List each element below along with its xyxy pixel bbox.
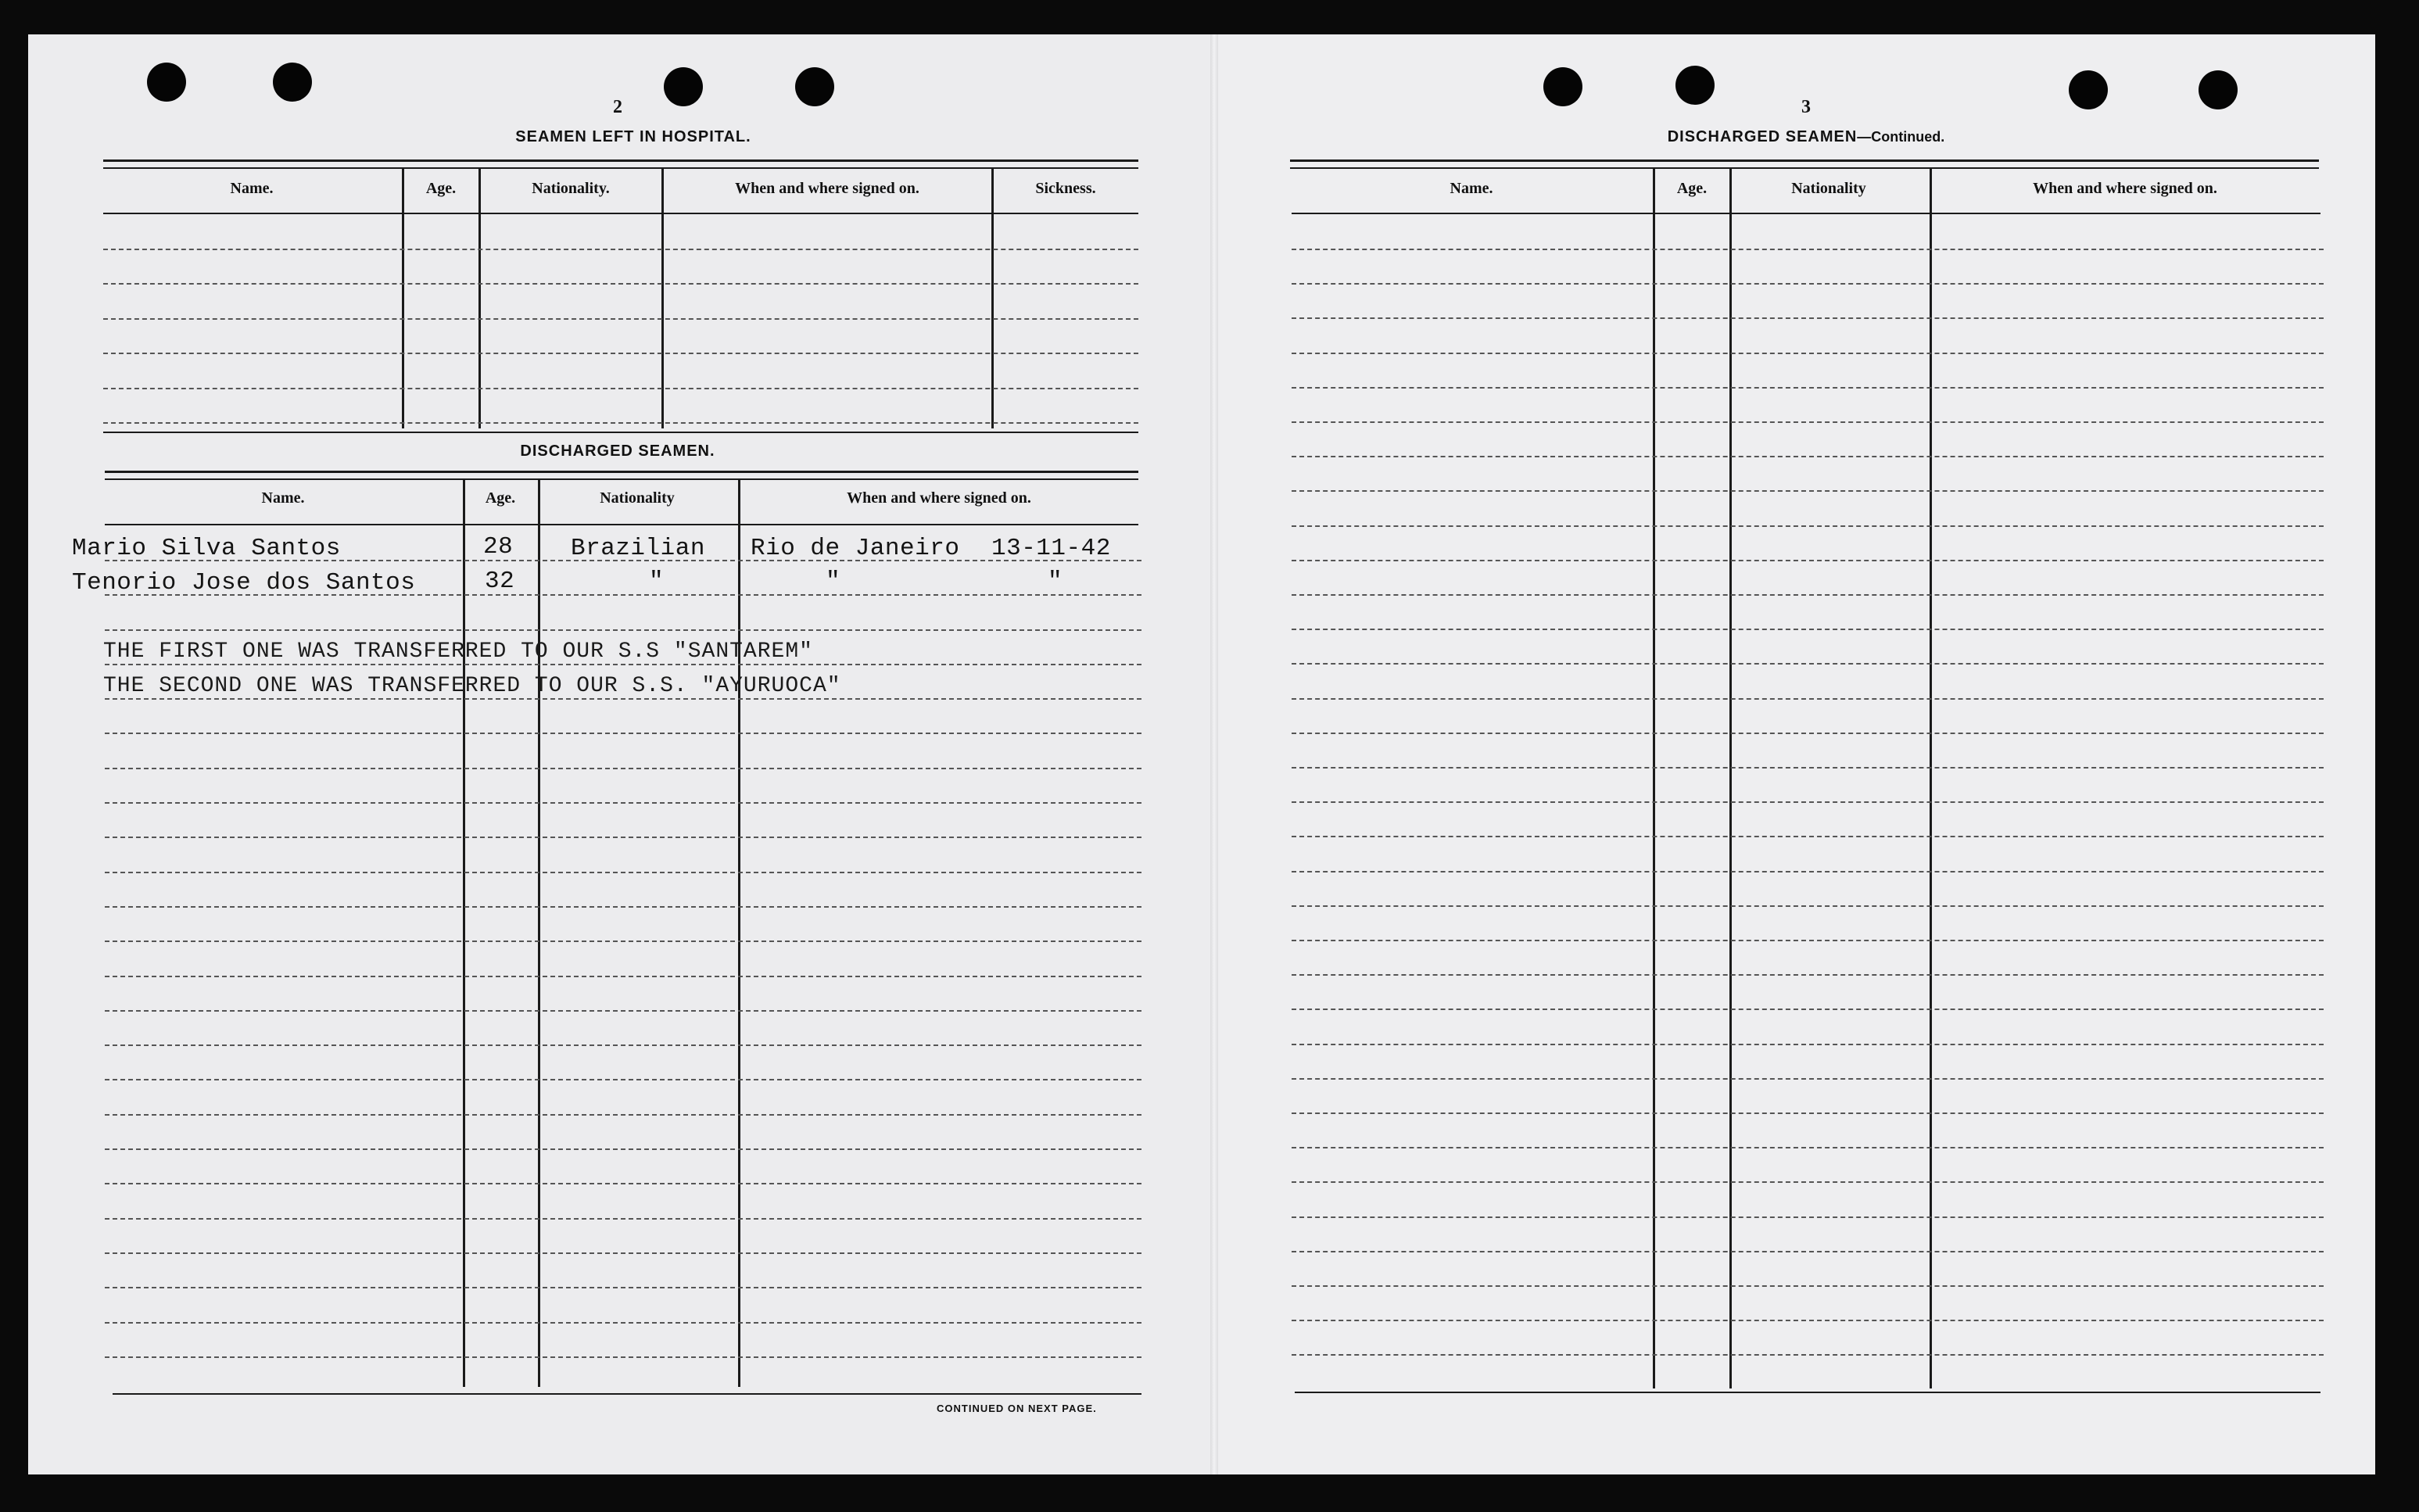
ruled-line [105,976,1141,977]
ruled-line [103,283,1138,285]
ruled-line [1292,940,2324,941]
ruled-line [103,422,1138,424]
hospital-section-title: SEAMEN LEFT IN HOSPITAL. [515,128,751,145]
ruled-line [103,388,1138,389]
punch-hole [1675,66,1715,105]
ruled-line [1292,353,2324,354]
hospital-col-signed-on: When and where signed on. [735,180,919,197]
ruled-line [103,353,1138,354]
seaman-1-name: Mario Silva Santos [72,535,341,562]
ruled-line [105,698,1141,700]
ruled-line [105,1010,1141,1012]
discharged-col-divider [463,478,465,1387]
ruled-line [1292,1354,2324,1356]
discharged-col-nationality: Nationality [600,489,675,507]
ruled-line [1292,317,2324,319]
ruled-line [105,872,1141,873]
ruled-line [105,802,1141,804]
punch-hole [664,67,703,106]
ruled-line [105,1114,1141,1116]
ruled-line [1292,663,2324,665]
ruled-line [1292,249,2324,250]
right-section-title-text: DISCHARGED SEAMEN [1667,128,1858,145]
page-fold [1210,34,1218,1474]
ruled-line [1292,698,2324,700]
right-col-divider [1930,167,1932,1388]
left-page-number: 2 [613,97,622,117]
hospital-header-rule [103,213,1138,214]
seaman-1-nationality: Brazilian [571,535,705,562]
right-col-divider [1729,167,1732,1388]
ruled-line [103,318,1138,320]
ruled-line [105,906,1141,908]
hospital-col-nationality: Nationality. [532,180,610,197]
discharged-top-rule [105,471,1138,480]
seaman-1-date: 13-11-42 [991,535,1111,562]
ruled-line [105,664,1141,665]
ruled-line [1292,836,2324,837]
discharged-col-divider [538,478,540,1387]
right-page [1213,34,2375,1474]
seaman-1-age: 28 [483,533,514,561]
ruled-line [105,941,1141,942]
ruled-line [1292,1216,2324,1218]
ruled-line [105,629,1141,631]
right-page-number: 3 [1801,97,1811,117]
ruled-line [105,1148,1141,1150]
right-col-name: Name. [1450,180,1493,197]
hospital-col-age: Age. [425,180,457,197]
right-section-title [1595,128,2017,146]
discharged-header-rule [105,524,1138,525]
right-col-signed-on: When and where signed on. [2033,180,2217,197]
ruled-line [1292,629,2324,630]
right-bottom-rule [1295,1392,2320,1393]
right-section-title-suffix: —Continued. [1857,129,1945,145]
ruled-line [1292,1320,2324,1321]
punch-hole [2199,70,2238,109]
right-header-rule [1292,213,2320,214]
seaman-2-nationality: " [649,568,665,595]
ruled-line [1292,733,2324,734]
hospital-top-rule [103,159,1138,169]
discharged-col-age: Age. [485,489,516,507]
seaman-2-name: Tenorio Jose dos Santos [72,569,416,597]
discharged-section-title: DISCHARGED SEAMEN. [520,442,715,460]
ruled-line [1292,1285,2324,1287]
ruled-line [1292,490,2324,492]
ruled-line [105,1287,1141,1288]
ruled-line [1292,560,2324,561]
ruled-line [105,1356,1141,1358]
hospital-bottom-rule [103,432,1138,433]
discharged-col-signed-on: When and where signed on. [847,489,1031,507]
ruled-line [1292,1147,2324,1148]
seaman-2-date: " [1048,568,1063,595]
seaman-1-place: Rio de Janeiro [751,535,960,562]
punch-hole [795,67,834,106]
ruled-line [1292,1078,2324,1080]
ruled-line [1292,456,2324,457]
ruled-line [103,249,1138,250]
continued-footer: CONTINUED ON NEXT PAGE. [937,1403,1097,1414]
seaman-2-age: 32 [485,568,515,595]
punch-hole [147,63,186,102]
punch-hole [273,63,312,102]
ruled-line [105,733,1141,734]
right-top-rule [1290,159,2319,169]
discharged-col-divider [738,478,740,1387]
ruled-line [105,837,1141,838]
ruled-line [105,1252,1141,1254]
punch-hole [1543,67,1582,106]
seaman-2-place: " [826,568,841,595]
hospital-col-name: Name. [230,180,274,197]
ruled-line [1292,1251,2324,1252]
right-col-divider [1653,167,1655,1388]
right-col-age: Age. [1676,180,1708,197]
ruled-line [1292,525,2324,527]
punch-hole [2069,70,2108,109]
transfer-note-1: THE FIRST ONE WAS TRANSFERRED TO OUR S.S "SANTAREM" [103,640,813,664]
transfer-note-2: THE SECOND ONE WAS TRANSFERRED TO OUR S.S. "AYURUOCA" [103,674,841,698]
ruled-line [1292,594,2324,596]
right-col-nationality: Nationality [1791,180,1866,197]
discharged-bottom-rule [113,1393,1141,1395]
left-page [28,34,1213,1474]
ruled-line [105,1079,1141,1080]
discharged-col-name: Name. [261,489,305,507]
ruled-line [1292,1113,2324,1114]
hospital-col-sickness: Sickness. [1035,180,1096,197]
ruled-line [1292,905,2324,907]
ruled-line [105,1183,1141,1184]
ruled-line [1292,801,2324,803]
ruled-line [1292,1181,2324,1183]
ruled-line [105,1218,1141,1220]
ruled-line [1292,974,2324,976]
ruled-line [1292,1009,2324,1010]
ruled-line [105,1044,1141,1046]
ruled-line [1292,871,2324,872]
ruled-line [1292,387,2324,389]
ruled-line [1292,767,2324,769]
ruled-line [1292,1044,2324,1045]
ruled-line [1292,421,2324,423]
ruled-line [105,1322,1141,1324]
ruled-line [1292,283,2324,285]
ruled-line [105,768,1141,769]
